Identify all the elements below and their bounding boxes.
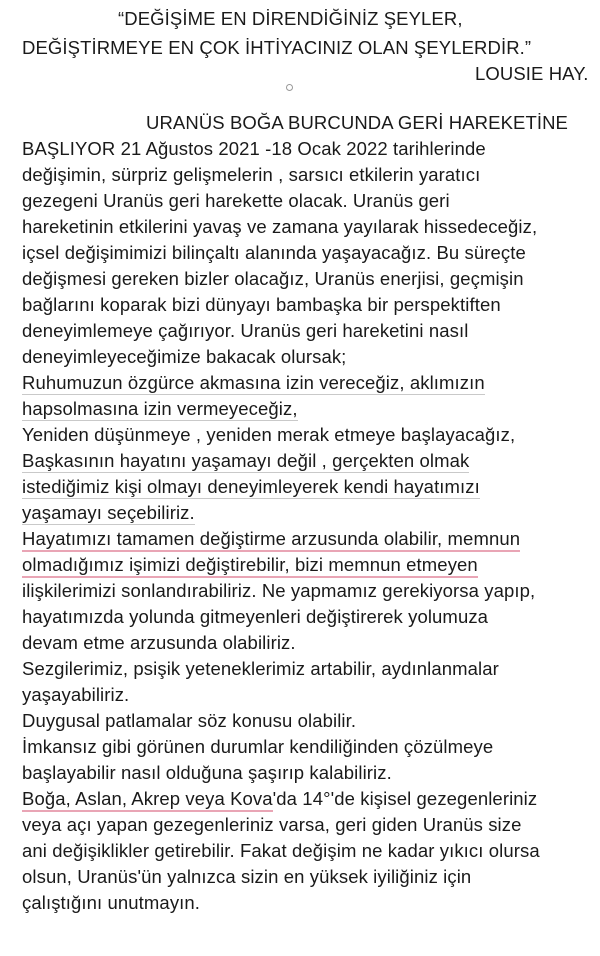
underlined-text: Hayatımızı tamamen değiştirme arzusunda olabilir, memnun [22,528,520,552]
text-line: içsel değişimimizi bilinçaltı alanında yaşayacağız. Bu süreçte [22,242,526,263]
text-line [22,476,480,498]
text-line: yaşayabiliriz. [22,684,130,705]
underlined-text: yaşamayı seçebiliriz. [22,502,195,523]
text-line: Sezgilerimiz, psişik yeteneklerimiz artabilir, aydınlanmalar [22,658,499,679]
text-line [22,398,298,420]
quote-line-1: “DEĞİŞİME EN DİRENDİĞİNİZ ŞEYLER, [118,8,463,29]
quote-author: LOUSIE HAY. [475,63,589,84]
text-line: Yeniden düşünmeye , yeniden merak etmeye başlayacağız, [22,424,516,445]
text-line: Duygusal patlamalar söz konusu olabilir. [22,710,357,731]
underlined-text: Ruhumuzun özgürce akmasına izin vereceğiz, aklımızın [22,372,485,393]
underlined-text: hapsolmasına izin vermeyeceğiz, [22,398,298,419]
text-fragment: 'da 14°'de kişisel gezegenleriniz [272,788,538,809]
text-line [22,528,520,550]
decorative-dot [286,84,293,91]
zodiac-signs-highlight: Boğa, Aslan, Akrep veya Kova [22,788,273,812]
text-line: veya açı yapan gezegenleriniz varsa, geri giden Uranüs size [22,814,522,835]
article-title: URANÜS BOĞA BURCUNDA GERİ HAREKETİNE [146,112,568,133]
text-line [22,450,469,472]
text-line: değişmesi gereken bizler olacağız, Uranüs enerjisi, geçmişin [22,268,524,289]
text-line: İmkansız gibi görünen durumlar kendiliğinden çözülmeye [22,736,494,757]
underlined-text: olmadığımız işimizi değiştirebilir, bizi memnun etmeyen [22,554,478,578]
text-line: çalıştığını unutmayın. [22,892,201,913]
text-line: olsun, Uranüs'ün yalnızca sizin en yüksek iyiliğiniz için [22,866,472,887]
text-line [22,372,485,394]
text-line: BAŞLIYOR 21 Ağustos 2021 -18 Ocak 2022 tarihlerinde [22,138,486,159]
text-line: gezegeni Uranüs geri harekette olacak. Uranüs geri [22,190,450,211]
text-line: devam etme arzusunda olabiliriz. [22,632,296,653]
text-line [22,554,478,576]
text-line: değişimin, sürpriz gelişmelerin , sarsıcı etkilerin yaratıcı [22,164,481,185]
text-line: bağlarını koparak bizi dünyayı bambaşka bir perspektiften [22,294,501,315]
text-line [22,502,195,524]
text-line: ani değişiklikler getirebilir. Fakat değişim ne kadar yıkıcı olursa [22,840,540,861]
text-line: hayatımızda yolunda gitmeyenleri değiştirerek yolumuza [22,606,489,627]
underlined-text: Başkasının hayatını yaşamayı değil , gerçekten olmak [22,450,470,471]
text-line: deneyimleyeceğimize bakacak olursak; [22,346,347,367]
text-line: başlayabilir nasıl olduğuna şaşırıp kalabiliriz. [22,762,392,783]
text-line [22,788,537,810]
quote-line-2: DEĞİŞTİRMEYE EN ÇOK İHTİYACINIZ OLAN ŞEYLERDİR.” [22,37,532,58]
text-line: hareketinin etkilerini yavaş ve zamana yayılarak hissedeceğiz, [22,216,538,237]
text-line: ilişkilerimizi sonlandırabiliriz. Ne yapmamız gerekiyorsa yapıp, [22,580,536,601]
text-line: deneyimlemeye çağırıyor. Uranüs geri hareketini nasıl [22,320,469,341]
underlined-text: istediğimiz kişi olmayı deneyimleyerek kendi hayatımızı [22,476,480,497]
